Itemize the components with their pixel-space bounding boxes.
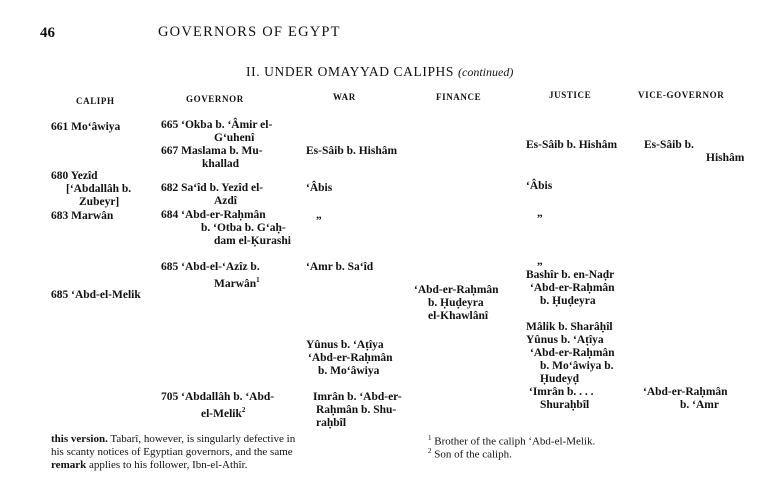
footer-text	[51, 459, 247, 472]
justice-entry: ‘Âbis	[526, 180, 553, 192]
justice-ditto: „	[537, 255, 543, 267]
war-entry: Raḥmân b. Shu-	[316, 404, 397, 416]
caliph-year: 661	[51, 121, 69, 133]
running-head: GOVERNORS OF EGYPT	[158, 24, 341, 40]
governor-entry	[161, 119, 272, 132]
war-ditto: „	[316, 209, 322, 221]
governor-name-part: Marwân	[214, 277, 257, 290]
governor-name: ‘Abdallâh b. ‘Abd-	[181, 391, 275, 403]
justice-ditto: „	[537, 207, 543, 219]
footer-text-bold: remark	[51, 459, 87, 471]
caliph-note: [‘Abdallâh b.	[66, 183, 132, 195]
justice-entry: Yûnus b. ‘Aṭîya	[526, 334, 604, 346]
footnote-text: Son of the caliph.	[434, 448, 512, 461]
justice-entry: Mâlik b. Sharâḥîl	[526, 321, 613, 333]
governor-name-cont: Azdî	[214, 195, 237, 207]
war-entry: raḥbîl	[316, 417, 347, 429]
justice-entry: Es-Sâib b. Hishâm	[526, 139, 618, 151]
caliph-name: Yezîd	[70, 170, 98, 182]
caliph-year: 680	[51, 170, 69, 182]
header-governor: GOVERNOR	[186, 94, 244, 104]
governor-year: 665	[161, 119, 179, 131]
governor-year: 684	[161, 209, 179, 221]
vice-governor-entry: Hishâm	[706, 152, 745, 164]
governor-year: 685	[161, 261, 179, 273]
war-entry: ‘Amr b. Sa‘îd	[306, 261, 374, 273]
vice-governor-entry: ‘Abd-er-Raḥmân	[643, 386, 728, 398]
governor-name: Maslama b. Mu-	[181, 145, 263, 157]
header-vice-governor: VICE-GOVERNOR	[638, 90, 725, 100]
governor-entry	[161, 209, 266, 222]
war-entry: Yûnus b. ‘Aṭîya	[306, 339, 384, 351]
governor-year: 705	[161, 391, 179, 403]
caliph-entry	[51, 170, 98, 183]
justice-entry: Bashîr b. en-Naḍr	[526, 269, 615, 281]
header-finance: FINANCE	[436, 92, 482, 102]
footer-text	[51, 433, 295, 446]
governor-name-cont: khallad	[202, 158, 240, 170]
governor-name-cont	[201, 404, 245, 421]
justice-entry: Shuraḥbîl	[540, 399, 590, 411]
vice-governor-entry: b. ‘Amr	[680, 399, 719, 411]
caliph-entry	[51, 289, 141, 302]
governor-entry	[161, 182, 263, 195]
justice-entry: ‘Imrân b. . . .	[529, 386, 594, 398]
footer-text-part: Tabarî, however, is singularly defective in	[107, 433, 296, 445]
caliph-name: ‘Abd-el-Melik	[71, 289, 141, 301]
war-entry: ‘Abd-er-Raḥmân	[308, 352, 393, 364]
governor-name: ‘Abd-er-Raḥmân	[181, 209, 266, 221]
header-justice: JUSTICE	[549, 90, 592, 100]
footnote-ref: 2	[241, 406, 246, 414]
footnote-mark: 1	[428, 434, 432, 442]
war-entry: ‘Âbis	[306, 182, 333, 194]
war-entry: b. Mo‘âwiya	[318, 365, 380, 377]
governor-name-part: el-Melik	[201, 407, 242, 420]
caliph-entry	[51, 210, 113, 223]
justice-entry: Ḥudeyḍ	[540, 373, 579, 385]
header-war: WAR	[333, 92, 356, 102]
section-title-suffix: (continued)	[458, 65, 514, 79]
footnote-2	[428, 445, 512, 461]
finance-entry: ‘Abd-er-Raḥmân	[414, 284, 499, 296]
justice-entry: b. Mo‘âwiya b.	[540, 360, 614, 372]
footer-text-part: applies to his follower, Ibn-el-Athîr.	[86, 459, 248, 471]
governor-name-cont: dam el-Ḳurashi	[214, 235, 291, 247]
governor-name: ‘Abd-el-‘Azîz b.	[181, 261, 260, 273]
governor-year: 682	[161, 182, 179, 194]
governor-name-cont: b. ‘Otba b. G‘aḥ-	[201, 222, 286, 234]
footnote-ref: 1	[256, 276, 260, 284]
finance-entry: el-Khawlânî	[428, 310, 489, 322]
governor-name: Sa‘îd b. Yezîd el-	[181, 182, 264, 194]
governor-name-cont	[214, 274, 260, 291]
section-title	[246, 64, 513, 80]
caliph-year: 683	[51, 210, 69, 222]
caliph-year: 685	[51, 289, 69, 301]
page-number: 46	[40, 25, 55, 41]
caliph-entry	[51, 121, 120, 134]
justice-entry: ‘Abd-er-Raḥmân	[530, 347, 615, 359]
footer-text-bold: this version.	[51, 433, 108, 445]
section-title-text: II. UNDER OMAYYAD CALIPHS	[246, 64, 455, 79]
footnote-mark: 2	[428, 447, 432, 455]
finance-entry: b. Ḥuḍeyra	[428, 297, 484, 309]
caliph-note: Zubeyr]	[79, 196, 120, 208]
header-caliph: CALIPH	[76, 96, 115, 106]
governor-name: ‘Okba b. ‘Âmir el-	[181, 119, 273, 131]
caliph-name: Mo‘âwiya	[71, 121, 121, 133]
caliph-name: Marwân	[71, 210, 114, 222]
governor-entry	[161, 145, 263, 158]
war-entry: Imrân b. ‘Abd-er-	[313, 391, 402, 403]
governor-name-cont: G‘uhenî	[214, 132, 255, 144]
governor-entry	[161, 391, 274, 404]
governor-entry	[161, 261, 260, 274]
governor-year: 667	[161, 145, 179, 157]
footnote-text: Brother of the caliph ‘Abd-el-Melik.	[434, 435, 596, 448]
war-entry: Es-Sâib b. Hishâm	[306, 145, 398, 157]
vice-governor-entry: Es-Sâib b.	[644, 139, 694, 151]
justice-entry: b. Ḥuḍeyra	[540, 295, 596, 307]
footer-text: his scanty notices of Egyptian governors, and the same	[51, 446, 293, 458]
justice-entry: ‘Abd-er-Raḥmân	[530, 282, 615, 294]
